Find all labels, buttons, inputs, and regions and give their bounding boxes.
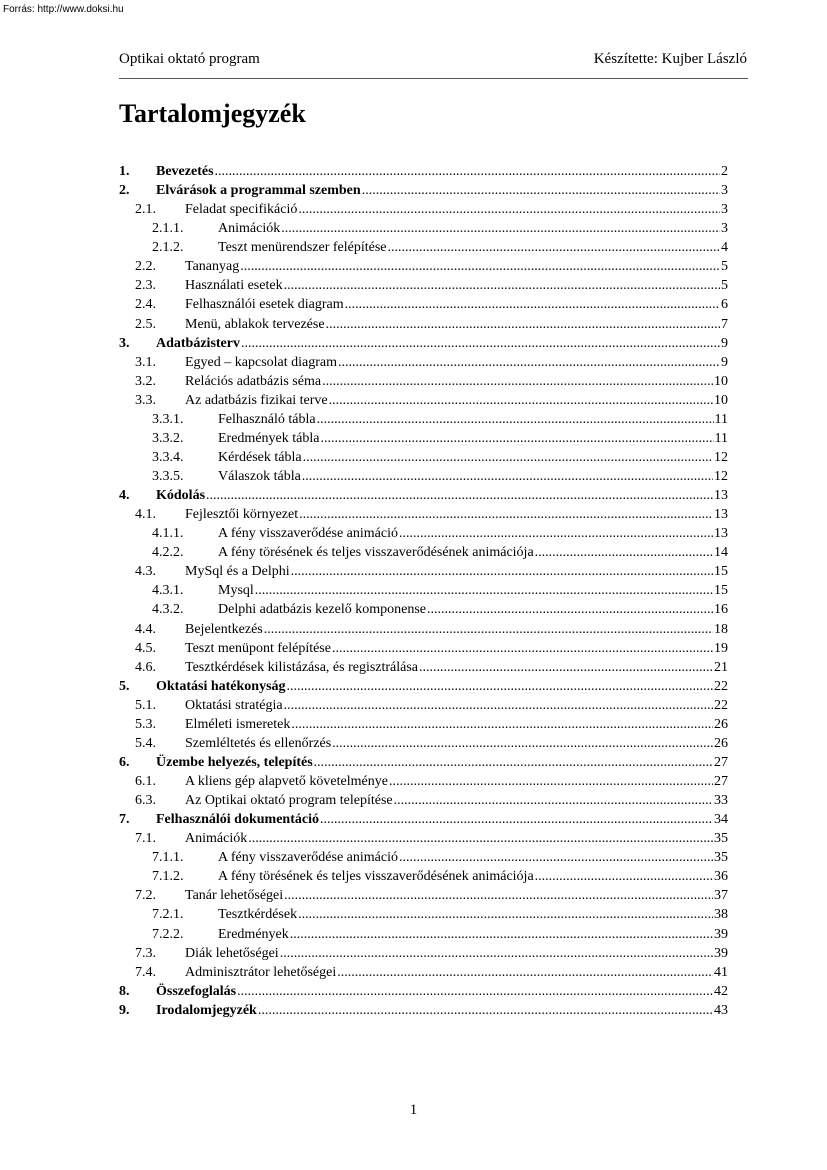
toc-entry-page: 43 bbox=[714, 1002, 728, 1018]
toc-entry-title: Tesztkérdések bbox=[218, 907, 298, 923]
toc-entry-number: 5. bbox=[119, 678, 130, 694]
toc-entry-link[interactable] bbox=[185, 658, 728, 677]
toc-entry-title: Bevezetés bbox=[156, 164, 214, 179]
toc-entry-page: 33 bbox=[714, 793, 728, 809]
toc-entry-page: 11 bbox=[714, 411, 728, 427]
toc-entry-number: 2.3. bbox=[135, 278, 156, 294]
toc-entry-link[interactable] bbox=[218, 581, 728, 600]
toc-entry-link[interactable] bbox=[218, 219, 728, 238]
toc-entry[interactable] bbox=[119, 620, 728, 639]
toc-entry[interactable] bbox=[119, 505, 728, 524]
toc-entry-page: 13 bbox=[714, 507, 728, 523]
toc-entry-page: 2 bbox=[721, 164, 728, 179]
toc-entry-title: Az adatbázis fizikai terve bbox=[185, 392, 328, 408]
toc-entry-title: Eredmények tábla bbox=[218, 430, 320, 446]
toc-entry[interactable] bbox=[119, 905, 728, 924]
toc-dot-leader bbox=[427, 600, 713, 619]
toc-entry-link[interactable] bbox=[156, 181, 728, 200]
toc-entry[interactable] bbox=[119, 810, 728, 829]
toc-entry-link[interactable] bbox=[185, 295, 728, 314]
toc-entry-number: 4.3.2. bbox=[152, 602, 184, 618]
toc-entry-page: 34 bbox=[714, 812, 728, 828]
toc-entry-title: Menü, ablakok tervezése bbox=[185, 316, 325, 332]
toc-entry-title: Oktatási hatékonyság bbox=[156, 678, 286, 694]
toc-entry[interactable] bbox=[119, 410, 728, 429]
toc-entry-page: 9 bbox=[721, 335, 728, 351]
toc-dot-leader bbox=[362, 181, 720, 200]
toc-dot-leader bbox=[291, 715, 713, 734]
toc-entry-link[interactable] bbox=[185, 639, 728, 658]
toc-entry[interactable] bbox=[119, 429, 728, 448]
toc-entry-page: 27 bbox=[714, 754, 728, 770]
toc-entry-number: 2.5. bbox=[135, 316, 156, 332]
toc-entry[interactable] bbox=[119, 696, 728, 715]
toc-entry[interactable] bbox=[119, 734, 728, 753]
toc-entry-page: 10 bbox=[714, 392, 728, 408]
toc-dot-leader bbox=[248, 829, 713, 848]
toc-entry-title: Relációs adatbázis séma bbox=[185, 373, 322, 389]
toc-entry-number: 6.1. bbox=[135, 774, 156, 789]
toc-entry[interactable] bbox=[119, 200, 728, 219]
toc-entry-page: 11 bbox=[714, 430, 728, 446]
toc-entry-title: Fejlesztői környezet bbox=[185, 507, 299, 523]
toc-dot-leader bbox=[314, 753, 713, 772]
toc-dot-leader bbox=[215, 162, 720, 181]
toc-entry-title: Összefoglalás bbox=[156, 983, 237, 999]
toc-entry-page: 13 bbox=[714, 488, 728, 504]
toc-dot-leader bbox=[284, 696, 713, 715]
toc-entry-title: Irodalomjegyzék bbox=[156, 1002, 257, 1018]
toc-dot-leader bbox=[326, 315, 720, 334]
toc-entry[interactable] bbox=[119, 334, 728, 353]
toc-dot-leader bbox=[317, 410, 714, 429]
toc-dot-leader bbox=[388, 238, 721, 257]
toc-entry-link[interactable] bbox=[218, 905, 728, 924]
toc-entry-link[interactable] bbox=[185, 944, 728, 963]
header-author: Készítette: Kujber László bbox=[593, 51, 747, 67]
toc-entry-number: 7.3. bbox=[135, 945, 156, 961]
toc-entry[interactable] bbox=[119, 372, 728, 391]
toc-entry-title: Bejelentkezés bbox=[185, 621, 263, 637]
toc-dot-leader bbox=[535, 543, 713, 562]
toc-entry-link[interactable] bbox=[218, 448, 728, 467]
toc-entry-number: 2. bbox=[119, 183, 130, 199]
toc-entry-link[interactable] bbox=[185, 391, 728, 410]
toc-entry-link[interactable] bbox=[185, 829, 728, 848]
toc-entry-number: 6. bbox=[119, 754, 130, 770]
toc-entry-number: 7.4. bbox=[135, 964, 156, 980]
toc-entry[interactable] bbox=[119, 486, 728, 505]
toc-entry-number: 1. bbox=[119, 164, 130, 179]
toc-entry[interactable] bbox=[119, 772, 728, 791]
toc-entry-number: 3.3. bbox=[135, 392, 156, 408]
toc-entry-link[interactable] bbox=[185, 715, 728, 734]
toc-entry-number: 4.5. bbox=[135, 640, 156, 656]
toc-entry-link[interactable] bbox=[185, 886, 728, 905]
toc-entry[interactable] bbox=[119, 219, 728, 238]
toc-entry-title: Felhasználói dokumentáció bbox=[156, 812, 319, 828]
toc-dot-leader bbox=[280, 944, 713, 963]
toc-entry-page: 3 bbox=[721, 183, 728, 199]
toc-entry-title: Mysql bbox=[218, 583, 254, 599]
toc-entry-link[interactable] bbox=[218, 467, 728, 486]
toc-entry-title: A fény törésének és teljes visszaverődésének animációja bbox=[218, 869, 534, 885]
toc-entry-link[interactable] bbox=[218, 429, 728, 448]
toc-entry-page: 35 bbox=[714, 850, 728, 866]
toc-entry-link[interactable] bbox=[185, 791, 728, 810]
toc-entry[interactable] bbox=[119, 353, 728, 372]
toc-entry-number: 3.3.5. bbox=[152, 469, 184, 484]
toc-entry[interactable] bbox=[119, 524, 728, 543]
toc-entry-link[interactable] bbox=[185, 772, 728, 791]
toc-entry-page: 27 bbox=[714, 774, 728, 789]
toc-dot-leader bbox=[281, 219, 720, 238]
toc-entry-number: 4.6. bbox=[135, 659, 156, 675]
toc-entry-title: MySql és a Delphi bbox=[185, 564, 290, 580]
toc-entry-page: 39 bbox=[714, 926, 728, 942]
toc-entry-title: Kódolás bbox=[156, 488, 206, 504]
toc-dot-leader bbox=[329, 391, 713, 410]
toc-dot-leader bbox=[299, 505, 713, 524]
toc-entry-title: Egyed – kapcsolat diagram bbox=[185, 354, 338, 370]
toc-entry-title: Eredmények bbox=[218, 926, 289, 942]
toc-entry[interactable] bbox=[119, 639, 728, 658]
toc-dot-leader bbox=[419, 658, 713, 677]
page-title: Tartalomjegyzék bbox=[119, 99, 306, 128]
toc-entry-link[interactable] bbox=[218, 543, 728, 562]
toc-dot-leader bbox=[284, 886, 713, 905]
toc-entry-page: 22 bbox=[714, 697, 728, 713]
toc-entry-page: 4 bbox=[721, 240, 728, 256]
toc-entry-page: 37 bbox=[714, 888, 728, 904]
toc-entry-number: 4.3.1. bbox=[152, 583, 184, 599]
toc-dot-leader bbox=[394, 791, 713, 810]
toc-dot-leader bbox=[291, 562, 713, 581]
toc-entry-page: 7 bbox=[721, 316, 728, 332]
toc-entry-link[interactable] bbox=[185, 505, 728, 524]
toc-entry[interactable] bbox=[119, 867, 728, 886]
toc-entry-title: Teszt menürendszer felépítése bbox=[218, 240, 387, 256]
toc-entry[interactable] bbox=[119, 276, 728, 295]
toc-entry-number: 7.1.1. bbox=[152, 850, 184, 866]
toc-dot-leader bbox=[206, 486, 713, 505]
toc-dot-leader bbox=[338, 353, 720, 372]
toc-entry-title: A fény törésének és teljes visszaverődésének animációja bbox=[218, 545, 534, 561]
toc-entry[interactable] bbox=[119, 658, 728, 677]
toc-entry-title: Animációk bbox=[218, 221, 281, 237]
toc-entry-number: 2.1.2. bbox=[152, 240, 184, 256]
toc-entry-title: Elvárások a programmal szemben bbox=[156, 183, 361, 199]
toc-entry-title: Elméleti ismeretek bbox=[185, 716, 291, 732]
toc-entry-number: 3.2. bbox=[135, 373, 156, 389]
toc-entry-title: Teszt menüpont felépítése bbox=[185, 640, 331, 656]
toc-entry-title: Delphi adatbázis kezelő komponense bbox=[218, 602, 426, 618]
toc-dot-leader bbox=[399, 848, 713, 867]
toc-entry-number: 3.3.4. bbox=[152, 449, 184, 465]
toc-entry-link[interactable] bbox=[185, 276, 728, 295]
toc-entry-title: Oktatási stratégia bbox=[185, 697, 283, 713]
toc-entry-number: 4.3. bbox=[135, 564, 156, 580]
toc-entry[interactable] bbox=[119, 848, 728, 867]
toc-entry-page: 26 bbox=[714, 735, 728, 751]
toc-entry-page: 35 bbox=[714, 831, 728, 847]
toc-dot-leader bbox=[332, 734, 713, 753]
toc-entry-link[interactable] bbox=[185, 315, 728, 334]
toc-entry-page: 16 bbox=[714, 602, 728, 618]
toc-entry-link[interactable] bbox=[156, 982, 728, 1001]
toc-entry-number: 9. bbox=[119, 1002, 130, 1018]
toc-entry-page: 10 bbox=[714, 373, 728, 389]
toc-dot-leader bbox=[337, 963, 713, 982]
toc-entry-title: Adatbázisterv bbox=[156, 335, 240, 351]
toc-entry[interactable] bbox=[119, 581, 728, 600]
toc-entry-number: 4. bbox=[119, 488, 130, 504]
table-of-contents bbox=[119, 162, 728, 1020]
toc-entry-link[interactable] bbox=[218, 848, 728, 867]
toc-dot-leader bbox=[287, 677, 713, 696]
toc-entry-page: 6 bbox=[721, 297, 728, 313]
toc-entry-number: 2.2. bbox=[135, 259, 156, 275]
toc-entry[interactable] bbox=[119, 791, 728, 810]
toc-entry-page: 18 bbox=[714, 621, 728, 637]
toc-dot-leader bbox=[535, 867, 713, 886]
toc-dot-leader bbox=[284, 276, 720, 295]
toc-dot-leader bbox=[303, 448, 713, 467]
toc-dot-leader bbox=[241, 334, 720, 353]
toc-entry-number: 4.1. bbox=[135, 507, 156, 523]
toc-entry-page: 3 bbox=[721, 221, 728, 237]
toc-entry-link[interactable] bbox=[185, 562, 728, 581]
toc-entry[interactable] bbox=[119, 1001, 728, 1020]
toc-entry-link[interactable] bbox=[218, 410, 728, 429]
toc-dot-leader bbox=[255, 581, 713, 600]
toc-entry-link[interactable] bbox=[185, 353, 728, 372]
toc-entry-page: 26 bbox=[714, 716, 728, 732]
toc-entry-number: 7.2.2. bbox=[152, 926, 184, 942]
toc-entry-title: A fény visszaverődése animáció bbox=[218, 526, 398, 542]
toc-entry-page: 36 bbox=[714, 869, 728, 885]
toc-entry-page: 15 bbox=[714, 564, 728, 580]
toc-entry[interactable] bbox=[119, 715, 728, 734]
toc-entry-title: Diák lehetőségei bbox=[185, 945, 279, 961]
toc-entry-title: A fény visszaverődése animáció bbox=[218, 850, 398, 866]
toc-entry-number: 5.3. bbox=[135, 716, 156, 732]
toc-entry[interactable] bbox=[119, 257, 728, 276]
toc-entry-title: Szemléltetés és ellenőrzés bbox=[185, 735, 332, 751]
toc-entry-title: Felhasználó tábla bbox=[218, 411, 316, 427]
source-label: Forrás: http://www.doksi.hu bbox=[3, 4, 124, 15]
toc-entry-link[interactable] bbox=[185, 620, 728, 639]
toc-entry-number: 7.1.2. bbox=[152, 869, 184, 885]
toc-entry[interactable] bbox=[119, 238, 728, 257]
toc-entry-page: 9 bbox=[721, 354, 728, 370]
toc-entry-title: Az Optikai oktató program telepítése bbox=[185, 793, 393, 809]
toc-entry-number: 5.4. bbox=[135, 735, 156, 751]
toc-entry-link[interactable] bbox=[156, 1001, 728, 1020]
toc-dot-leader bbox=[258, 1001, 713, 1020]
toc-dot-leader bbox=[298, 200, 720, 219]
toc-dot-leader bbox=[322, 372, 713, 391]
toc-entry[interactable] bbox=[119, 467, 728, 486]
toc-entry-link[interactable] bbox=[218, 524, 728, 543]
toc-entry[interactable] bbox=[119, 886, 728, 905]
toc-entry-link[interactable] bbox=[218, 867, 728, 886]
toc-dot-leader bbox=[389, 772, 713, 791]
toc-entry-link[interactable] bbox=[156, 334, 728, 353]
toc-entry-link[interactable] bbox=[185, 200, 728, 219]
toc-entry[interactable] bbox=[119, 391, 728, 410]
toc-entry-title: Adminisztrátor lehetőségei bbox=[185, 964, 337, 980]
toc-dot-leader bbox=[264, 620, 713, 639]
toc-entry[interactable] bbox=[119, 543, 728, 562]
toc-entry-page: 41 bbox=[714, 964, 728, 980]
toc-entry-link[interactable] bbox=[185, 963, 728, 982]
toc-entry-number: 8. bbox=[119, 983, 130, 999]
toc-entry-page: 5 bbox=[721, 259, 728, 275]
toc-entry-title: Animációk bbox=[185, 831, 248, 847]
toc-entry-link[interactable] bbox=[156, 810, 728, 829]
toc-entry-page: 15 bbox=[714, 583, 728, 599]
toc-entry[interactable] bbox=[119, 753, 728, 772]
toc-dot-leader bbox=[320, 429, 713, 448]
toc-entry-number: 7.1. bbox=[135, 831, 156, 847]
toc-entry-number: 3.1. bbox=[135, 354, 156, 370]
toc-entry-page: 21 bbox=[714, 659, 728, 675]
toc-entry-page: 3 bbox=[721, 202, 728, 218]
toc-entry-link[interactable] bbox=[156, 677, 728, 696]
toc-entry-page: 42 bbox=[714, 983, 728, 999]
toc-entry-number: 7.2.1. bbox=[152, 907, 184, 923]
toc-dot-leader bbox=[320, 810, 713, 829]
toc-entry-link[interactable] bbox=[185, 696, 728, 715]
toc-entry-title: Használati esetek bbox=[185, 278, 283, 294]
toc-entry-number: 3. bbox=[119, 335, 130, 351]
toc-entry-number: 3.3.1. bbox=[152, 411, 184, 427]
toc-entry[interactable] bbox=[119, 448, 728, 467]
toc-entry-page: 22 bbox=[714, 678, 728, 694]
toc-entry-number: 2.1.1. bbox=[152, 221, 184, 237]
header-divider bbox=[119, 78, 748, 79]
toc-dot-leader bbox=[302, 467, 713, 486]
toc-entry-link[interactable] bbox=[185, 734, 728, 753]
toc-entry-page: 13 bbox=[714, 526, 728, 542]
toc-dot-leader bbox=[399, 524, 713, 543]
toc-entry-number: 2.1. bbox=[135, 202, 156, 218]
toc-entry[interactable] bbox=[119, 677, 728, 696]
toc-entry-link[interactable] bbox=[218, 925, 728, 944]
toc-entry-title: Kérdések tábla bbox=[218, 449, 302, 465]
toc-entry-link[interactable] bbox=[156, 753, 728, 772]
toc-entry-number: 2.4. bbox=[135, 297, 156, 313]
toc-entry-number: 4.1.1. bbox=[152, 526, 184, 542]
toc-entry-number: 7.2. bbox=[135, 888, 156, 904]
toc-entry-title: Tesztkérdések kilistázása, és regisztrálása bbox=[185, 659, 419, 675]
page-number: 1 bbox=[409, 1102, 418, 1118]
toc-entry[interactable] bbox=[119, 982, 728, 1001]
toc-entry-page: 19 bbox=[714, 640, 728, 656]
toc-entry-title: A kliens gép alapvető követelménye bbox=[185, 774, 388, 789]
toc-entry[interactable] bbox=[119, 963, 728, 982]
toc-entry-title: Válaszok tábla bbox=[218, 469, 301, 484]
toc-dot-leader bbox=[237, 982, 713, 1001]
toc-entry-page: 14 bbox=[714, 545, 728, 561]
toc-dot-leader bbox=[345, 295, 720, 314]
toc-entry-page: 38 bbox=[714, 907, 728, 923]
toc-entry[interactable] bbox=[119, 600, 728, 619]
toc-entry-page: 12 bbox=[714, 469, 728, 484]
toc-entry-link[interactable] bbox=[185, 372, 728, 391]
toc-entry[interactable] bbox=[119, 925, 728, 944]
toc-entry-page: 5 bbox=[721, 278, 728, 294]
toc-entry-page: 39 bbox=[714, 945, 728, 961]
toc-entry-title: Felhasználói esetek diagram bbox=[185, 297, 344, 313]
toc-entry-number: 4.2.2. bbox=[152, 545, 184, 561]
toc-dot-leader bbox=[240, 257, 720, 276]
toc-entry-link[interactable] bbox=[218, 238, 728, 257]
toc-dot-leader bbox=[298, 905, 713, 924]
toc-entry-title: Üzembe helyezés, telepítés bbox=[156, 754, 313, 770]
toc-entry[interactable] bbox=[119, 944, 728, 963]
toc-entry-title: Feladat specifikáció bbox=[185, 202, 298, 218]
toc-entry[interactable] bbox=[119, 295, 728, 314]
toc-entry[interactable] bbox=[119, 162, 728, 181]
toc-entry-title: Tanár lehetőségei bbox=[185, 888, 284, 904]
toc-entry-link[interactable] bbox=[185, 257, 728, 276]
toc-entry[interactable] bbox=[119, 562, 728, 581]
toc-entry-title: Tananyag bbox=[185, 259, 240, 275]
toc-entry-number: 5.1. bbox=[135, 697, 156, 713]
toc-entry[interactable] bbox=[119, 829, 728, 848]
toc-entry-number: 6.3. bbox=[135, 793, 156, 809]
toc-dot-leader bbox=[290, 925, 713, 944]
toc-entry[interactable] bbox=[119, 315, 728, 334]
toc-entry-number: 4.4. bbox=[135, 621, 156, 637]
toc-dot-leader bbox=[332, 639, 713, 658]
toc-entry-link[interactable] bbox=[218, 600, 728, 619]
toc-entry-number: 7. bbox=[119, 812, 130, 828]
toc-entry[interactable] bbox=[119, 181, 728, 200]
toc-entry-number: 3.3.2. bbox=[152, 430, 184, 446]
toc-entry-page: 12 bbox=[714, 449, 728, 465]
toc-entry-link[interactable] bbox=[156, 162, 728, 181]
toc-entry-link[interactable] bbox=[156, 486, 728, 505]
header-doc-title: Optikai oktató program bbox=[119, 51, 260, 67]
